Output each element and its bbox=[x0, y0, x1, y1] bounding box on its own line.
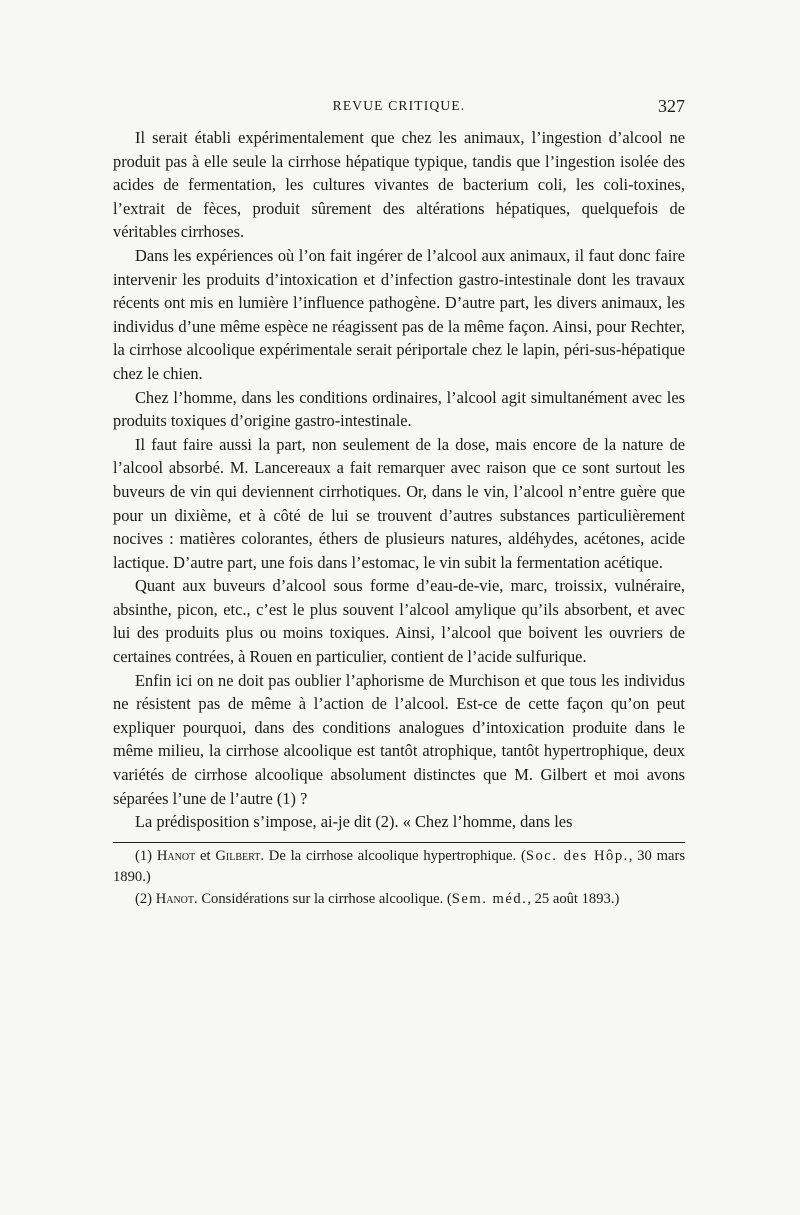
footnote bbox=[113, 846, 685, 889]
footnote-author: Gilbert bbox=[215, 847, 261, 864]
footnote-tail: , 30 mars 1890.) bbox=[113, 847, 686, 886]
footnote-author: Hanot bbox=[155, 890, 195, 907]
footnote-marker: (2) bbox=[135, 890, 153, 907]
paragraph: La prédisposition s’impose, ai-je dit (2). « Chez l’homme, dans les bbox=[135, 812, 573, 832]
footnote-tail: , 25 août 1893.) bbox=[527, 890, 620, 907]
paragraph: Chez l’homme, dans les conditions ordinaires, l’alcool agit simultanément avec les produits toxiques d’origine gastro-intestinale. bbox=[113, 387, 685, 431]
paragraph: Quant aux buveurs d’alcool sous forme d’eau-de-vie, marc, troissix, vulnéraire, absinthe, picon, etc., c’est le plus souvent l’alcool amylique qu’ils absorbent, et avec lui des produits plus ou moins toxiques. Ainsi, l’alcool que boivent les ouvriers de certaines contrées, à Rouen en particulier, contient de l’acide sulfurique. bbox=[113, 576, 685, 667]
footnote-journal: Sem. méd. bbox=[451, 890, 528, 907]
book-page bbox=[113, 96, 685, 910]
footnote-author: Hanot bbox=[156, 847, 196, 864]
paragraph: Dans les expériences où l’on fait ingérer de l’alcool aux animaux, il faut donc faire intervenir les produits d’intoxication et d’infection gastro-intestinale dont les travaux récents ont mis en lumière l’influence pathogène. D’autre part, les divers animaux, les individus d’une même espèce ne réagissent pas de la même façon. Ainsi, pour Rechter, la cirrhose alcoolique expérimentale serait périportale chez le lapin, péri-sus-hépatique chez le chien. bbox=[113, 245, 685, 383]
paragraph: Il serait établi expérimentalement que chez les animaux, l’ingestion d’alcool ne produit pas à elle seule la cirrhose hépatique typique, tandis que l’ingestion isolée des acides de fermentation, les cultures vivantes de bacterium coli, les coli-toxines, l’extrait de fèces, produit sûrement des altérations hépatiques, quelquefois de véritables cirrhoses. bbox=[113, 128, 685, 242]
footnote-joiner: et bbox=[200, 847, 211, 864]
footnote-journal: Soc. des Hôp. bbox=[525, 847, 629, 864]
paragraph: Enfin ici on ne doit pas oublier l’aphorisme de Murchison et que tous les individus ne résistent pas de même à l’action de l’alcool. Est-ce de cette façon qu’on peut expliquer pourquoi, dans des conditions analogues d’intoxication produite dans le même milieu, la cirrhose alcoolique est tantôt atrophique, tantôt hypertrophique, deux variétés de cirrhose alcoolique absolument distinctes que M. Gilbert et moi avons séparées l’une de l’autre (1) ? bbox=[113, 670, 685, 808]
footnote-text: . Considérations sur la cirrhose alcoolique. ( bbox=[194, 890, 452, 907]
running-title: REVUE CRITIQUE. bbox=[332, 98, 466, 113]
footnote-rule bbox=[113, 842, 685, 843]
body-text bbox=[113, 126, 685, 834]
running-head bbox=[113, 96, 685, 126]
footnote bbox=[113, 889, 685, 911]
footnote-text: . De la cirrhose alcoolique hypertrophique. ( bbox=[260, 847, 526, 864]
footnote-marker: (1) bbox=[135, 847, 153, 864]
footnotes bbox=[113, 846, 685, 911]
paragraph: Il faut faire aussi la part, non seulement de la dose, mais encore de la nature de l’alcool absorbé. M. Lancereaux a fait remarquer avec raison que ce sont surtout les buveurs de vin qui deviennent cirrhotiques. Or, dans le vin, l’alcool n’entre guère que pour un dixième, et à côté de lui se trouvent d’autres substances particulièrement nocives : matières colorantes, éthers de plusieurs natures, aldéhydes, acétones, acide lactique. D’autre part, une fois dans l’estomac, le vin subit la fermentation acétique. bbox=[113, 434, 685, 572]
page-number: 327 bbox=[658, 96, 685, 116]
